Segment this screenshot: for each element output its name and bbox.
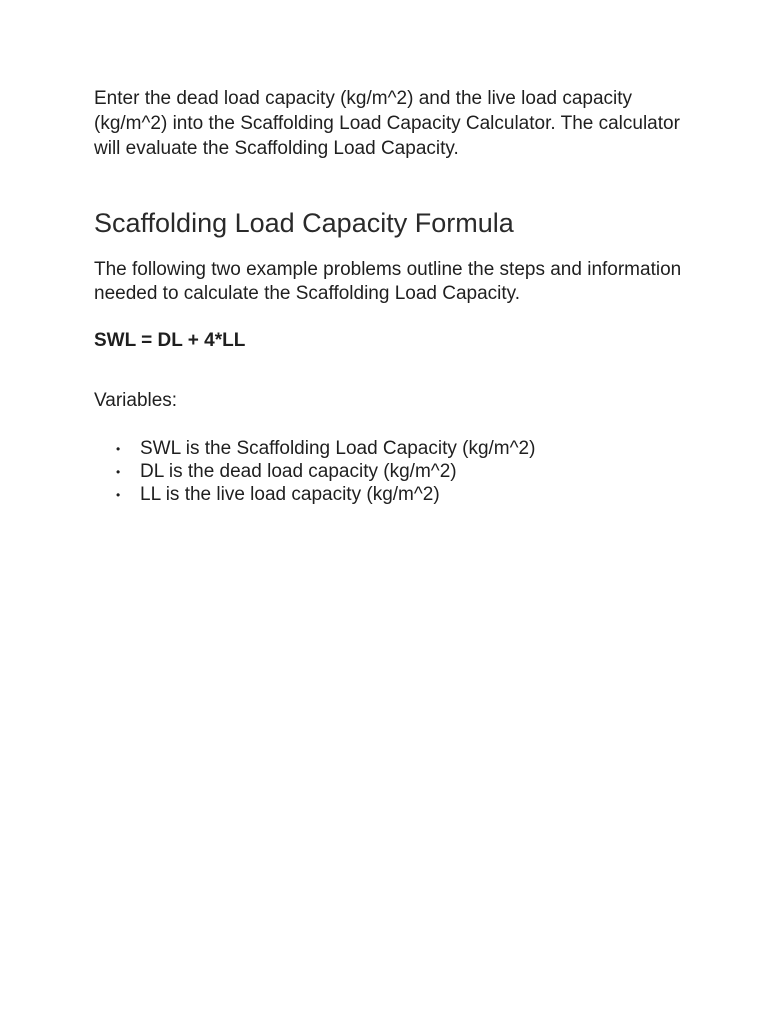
variable-item — [94, 437, 694, 460]
variable-text: DL is the dead load capacity (kg/m^2) — [140, 461, 457, 482]
variables-list — [94, 437, 694, 506]
variable-item — [94, 483, 694, 506]
variable-item — [94, 460, 694, 483]
variable-text: SWL is the Scaffolding Load Capacity (kg/m^2) — [140, 438, 536, 459]
description-paragraph: The following two example problems outline the steps and information needed to calculate the Scaffolding Load Capacity. — [94, 259, 682, 304]
variables-label: Variables: — [94, 390, 178, 411]
section-heading: Scaffolding Load Capacity Formula — [94, 208, 514, 238]
bullet-icon: • — [116, 442, 121, 456]
intro-paragraph: Enter the dead load capacity (kg/m^2) and the live load capacity (kg/m^2) into the Scaffolding Load Capacity Calculator. The calculator will evaluate the Scaffolding Load Capacity. — [94, 88, 680, 159]
formula: SWL = DL + 4*LL — [94, 330, 246, 351]
document-body — [94, 86, 694, 506]
variable-text: LL is the live load capacity (kg/m^2) — [140, 484, 440, 505]
bullet-icon: • — [116, 488, 121, 502]
bullet-icon: • — [116, 465, 121, 479]
